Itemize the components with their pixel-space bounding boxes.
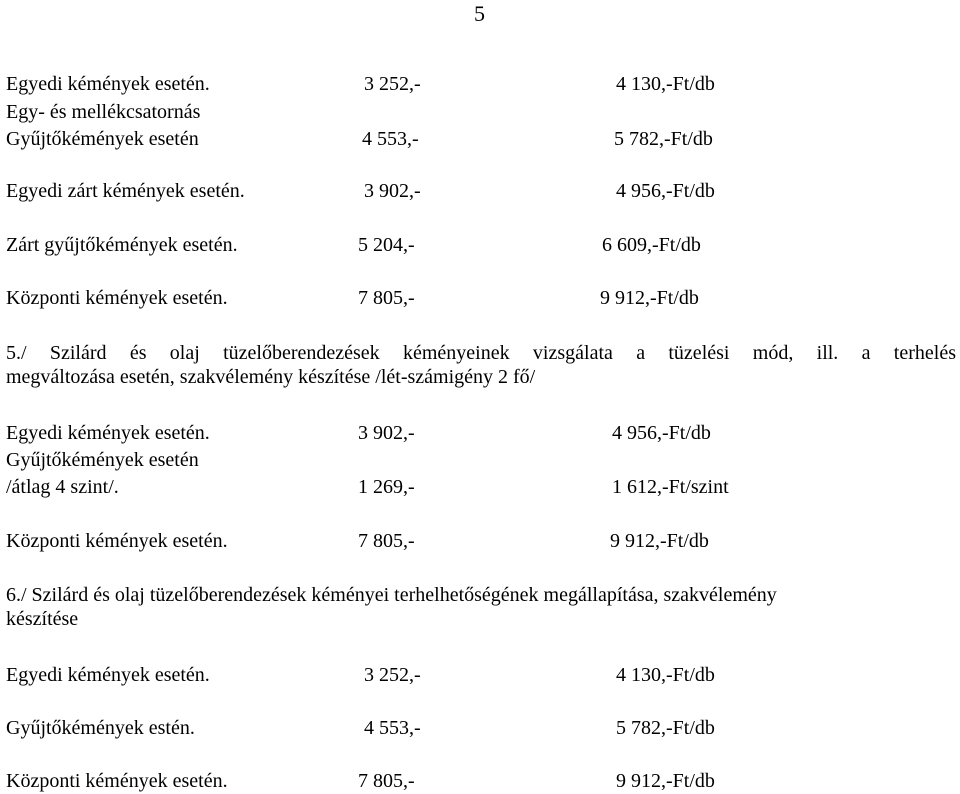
price-row xyxy=(6,448,946,472)
row-label: /átlag 4 szint/. xyxy=(6,476,119,498)
price-row xyxy=(6,179,946,203)
row-label: Központi kémények esetén. xyxy=(6,770,228,792)
row-price-2: 4 130,-Ft/db xyxy=(616,73,715,95)
row-price-1: 5 204,- xyxy=(358,234,415,256)
price-row xyxy=(6,127,946,151)
row-label: Központi kémények esetén. xyxy=(6,530,228,552)
row-price-1: 3 252,- xyxy=(364,73,421,95)
row-label: Központi kémények esetén. xyxy=(6,287,228,309)
row-price-2: 5 782,-Ft/db xyxy=(616,717,715,739)
row-label: Gyűjtőkémények estén. xyxy=(6,717,195,739)
row-price-1: 4 553,- xyxy=(362,128,419,150)
row-price-2: 4 956,-Ft/db xyxy=(612,422,711,444)
row-price-1: 3 902,- xyxy=(364,180,421,202)
row-price-2: 4 130,-Ft/db xyxy=(616,664,715,686)
price-row xyxy=(6,100,946,124)
row-price-2: 4 956,-Ft/db xyxy=(616,180,715,202)
row-price-2: 9 912,-Ft/db xyxy=(610,530,709,552)
price-row xyxy=(6,529,946,553)
row-label: Gyűjtőkémények esetén xyxy=(6,449,199,471)
price-row xyxy=(6,72,946,96)
row-label: Egyedi zárt kémények esetén. xyxy=(6,180,245,202)
price-row xyxy=(6,421,946,445)
price-row xyxy=(6,663,946,687)
row-price-1: 4 553,- xyxy=(364,717,421,739)
price-row xyxy=(6,716,946,740)
section-5-heading-line-2: megváltozása esetén, szakvélemény készítése /lét-számigény 2 fő/ xyxy=(6,366,536,388)
section-6-heading xyxy=(6,583,956,631)
row-label: Gyűjtőkémények esetén xyxy=(6,128,199,150)
section-5-heading-line-1: 5./ Szilárd és olaj tüzelőberendezések kéményeinek vizsgálata a tüzelési mód, ill. a terhelés xyxy=(6,342,956,364)
row-price-1: 3 252,- xyxy=(364,664,421,686)
price-row xyxy=(6,286,946,310)
row-price-1: 7 805,- xyxy=(358,287,415,309)
row-label: Zárt gyűjtőkémények esetén. xyxy=(6,234,238,256)
row-price-1: 3 902,- xyxy=(358,422,415,444)
row-price-2: 9 912,-Ft/db xyxy=(600,287,699,309)
row-label: Egyedi kémények esetén. xyxy=(6,73,210,95)
row-label: Egyedi kémények esetén. xyxy=(6,664,210,686)
price-row xyxy=(6,769,946,793)
row-price-2: 9 912,-Ft/db xyxy=(616,770,715,792)
page-number: 5 xyxy=(474,1,485,26)
price-row xyxy=(6,475,946,499)
row-label: Egyedi kémények esetén. xyxy=(6,422,210,444)
row-price-2: 5 782,-Ft/db xyxy=(614,128,713,150)
section-6-heading-line-2: készítése xyxy=(6,608,79,630)
section-5-heading xyxy=(6,341,956,389)
price-row xyxy=(6,233,946,257)
row-label: Egy- és mellékcsatornás xyxy=(6,101,201,123)
row-price-2: 6 609,-Ft/db xyxy=(602,234,701,256)
row-price-1: 7 805,- xyxy=(358,770,415,792)
row-price-1: 7 805,- xyxy=(358,530,415,552)
row-price-2: 1 612,-Ft/szint xyxy=(612,476,729,498)
section-6-heading-line-1: 6./ Szilárd és olaj tüzelőberendezések kéményei terhelhetőségének megállapítása, szakvélemény xyxy=(6,584,777,606)
row-price-1: 1 269,- xyxy=(358,476,415,498)
